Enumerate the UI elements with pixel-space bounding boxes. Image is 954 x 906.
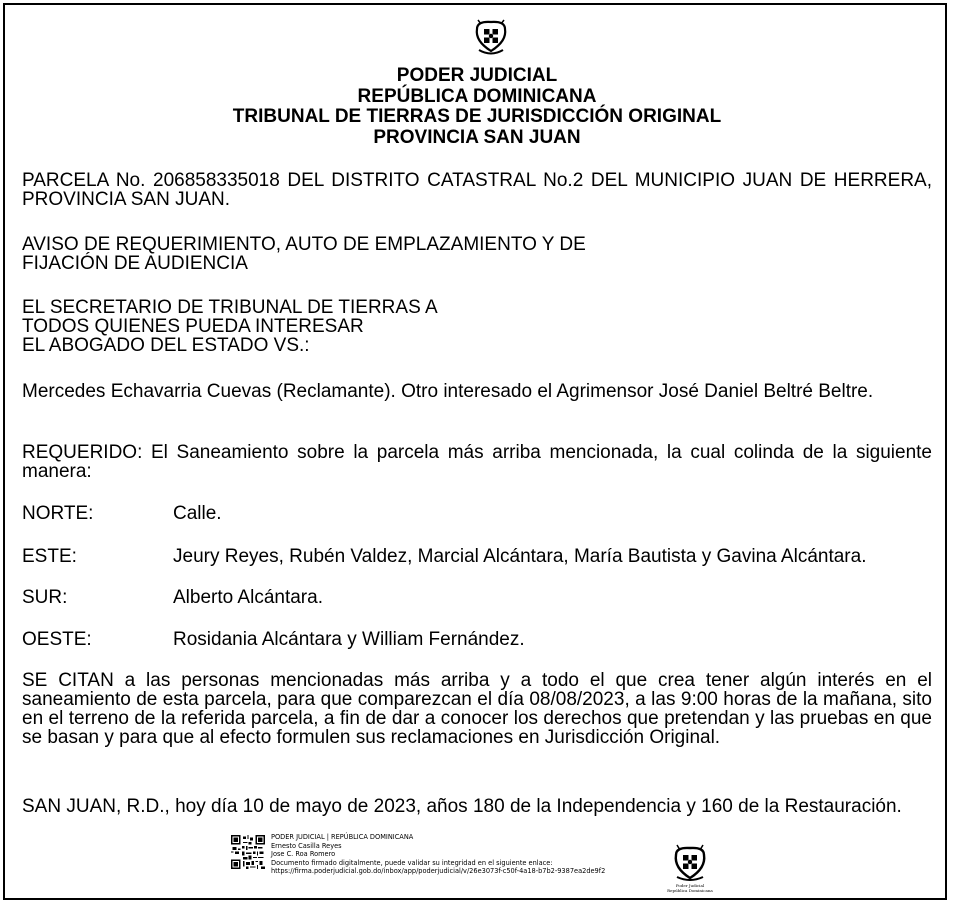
notice-title (22, 235, 932, 273)
notice-frame (3, 3, 947, 900)
notice-title-line-1: AVISO DE REQUERIMIENTO, AUTO DE EMPLAZAMIENTO Y DE (22, 234, 586, 255)
requerido-paragraph: REQUERIDO: El Saneamiento sobre la parcela más arriba mencionada, la cual colinda de la siguiente manera: (22, 442, 932, 482)
notice-title-line-2: FIJACIÓN DE AUDIENCIA (22, 253, 248, 274)
address-line-1: EL SECRETARIO DE TRIBUNAL DE TIERRAS A (22, 297, 438, 318)
header-line-1: PODER JUDICIAL (396, 65, 558, 86)
address-line-2: TODOS QUIENES PUEDA INTERESAR (22, 316, 364, 337)
parties-paragraph: Mercedes Echavarria Cuevas (Reclamante). Otro interesado el Agrimensor José Daniel Beltré Beltre. (22, 381, 874, 402)
coat-of-arms-icon (473, 19, 509, 57)
boundary-label: OESTE: (22, 629, 92, 650)
seal-caption-line-1: Poder Judicial (675, 883, 705, 888)
judicial-seal (667, 843, 713, 895)
header-line-2: REPÚBLICA DOMINICANA (357, 85, 597, 107)
boundary-label: NORTE: (22, 503, 94, 524)
boundary-label: ESTE: (22, 546, 77, 567)
boundary-value: Alberto Alcántara. (173, 587, 323, 608)
seal-caption-line-2: República Dominicana (667, 888, 713, 893)
boundary-value: Jeury Reyes, Rubén Valdez, Marcial Alcántara, María Bautista y Gavina Alcántara. (173, 546, 867, 567)
qr-code-icon (231, 835, 265, 869)
header-line-3: TRIBUNAL DE TIERRAS DE JURISDICCIÓN ORIGINAL (232, 106, 722, 127)
signature-org: PODER JUDICIAL | REPÚBLICA DOMINICANA (271, 833, 414, 841)
digital-signature-block (231, 833, 651, 889)
boundary-value: Rosidania Alcántara y William Fernández. (173, 629, 525, 650)
address-block (22, 298, 932, 355)
signer-1: Ernesto Casilla Reyes (271, 841, 342, 850)
signature-url[interactable]: https://firma.poderjudicial.gob.do/inbox/app/poderjudicial/v/26e3073f-c50f-4a18-b7b2-9387ea2de9f2 (271, 867, 606, 876)
address-line-3: EL ABOGADO DEL ESTADO VS.: (22, 335, 310, 356)
boundary-value: Calle. (173, 503, 222, 524)
signature-text (271, 833, 605, 876)
seal-caption (667, 883, 713, 893)
closing-paragraph: SAN JUAN, R.D., hoy día 10 de mayo de 2023, años 180 de la Independencia y 160 de la Restauración. (22, 796, 902, 817)
boundary-label: SUR: (22, 587, 68, 608)
signer-2: Jose C. Roa Romero (271, 850, 336, 859)
parcel-paragraph: PARCELA No. 206858335018 DEL DISTRITO CATASTRAL No.2 DEL MUNICIPIO JUAN DE HERRERA, PROVINCIA SAN JUAN. (22, 170, 932, 210)
summons-paragraph: SE CITAN a las personas mencionadas más arriba y a todo el que crea tener algún interés en el saneamiento de esta parcela, para que comparezcan el día 08/08/2023, a las 9:00 horas de la mañana, sito en el terreno de la referida parcela, a fin de dar a conocer los derechos que pretendan y las pruebas en que se basan y para que al efecto formulen sus reclamaciones en Jurisdicción Original. (22, 670, 932, 748)
header-line-4: PROVINCIA SAN JUAN (373, 126, 581, 148)
signature-note: Documento firmado digitalmente, puede validar su integridad en el siguiente enlace: (271, 858, 553, 867)
court-header (22, 66, 932, 148)
seal-emblem-icon (667, 843, 713, 883)
